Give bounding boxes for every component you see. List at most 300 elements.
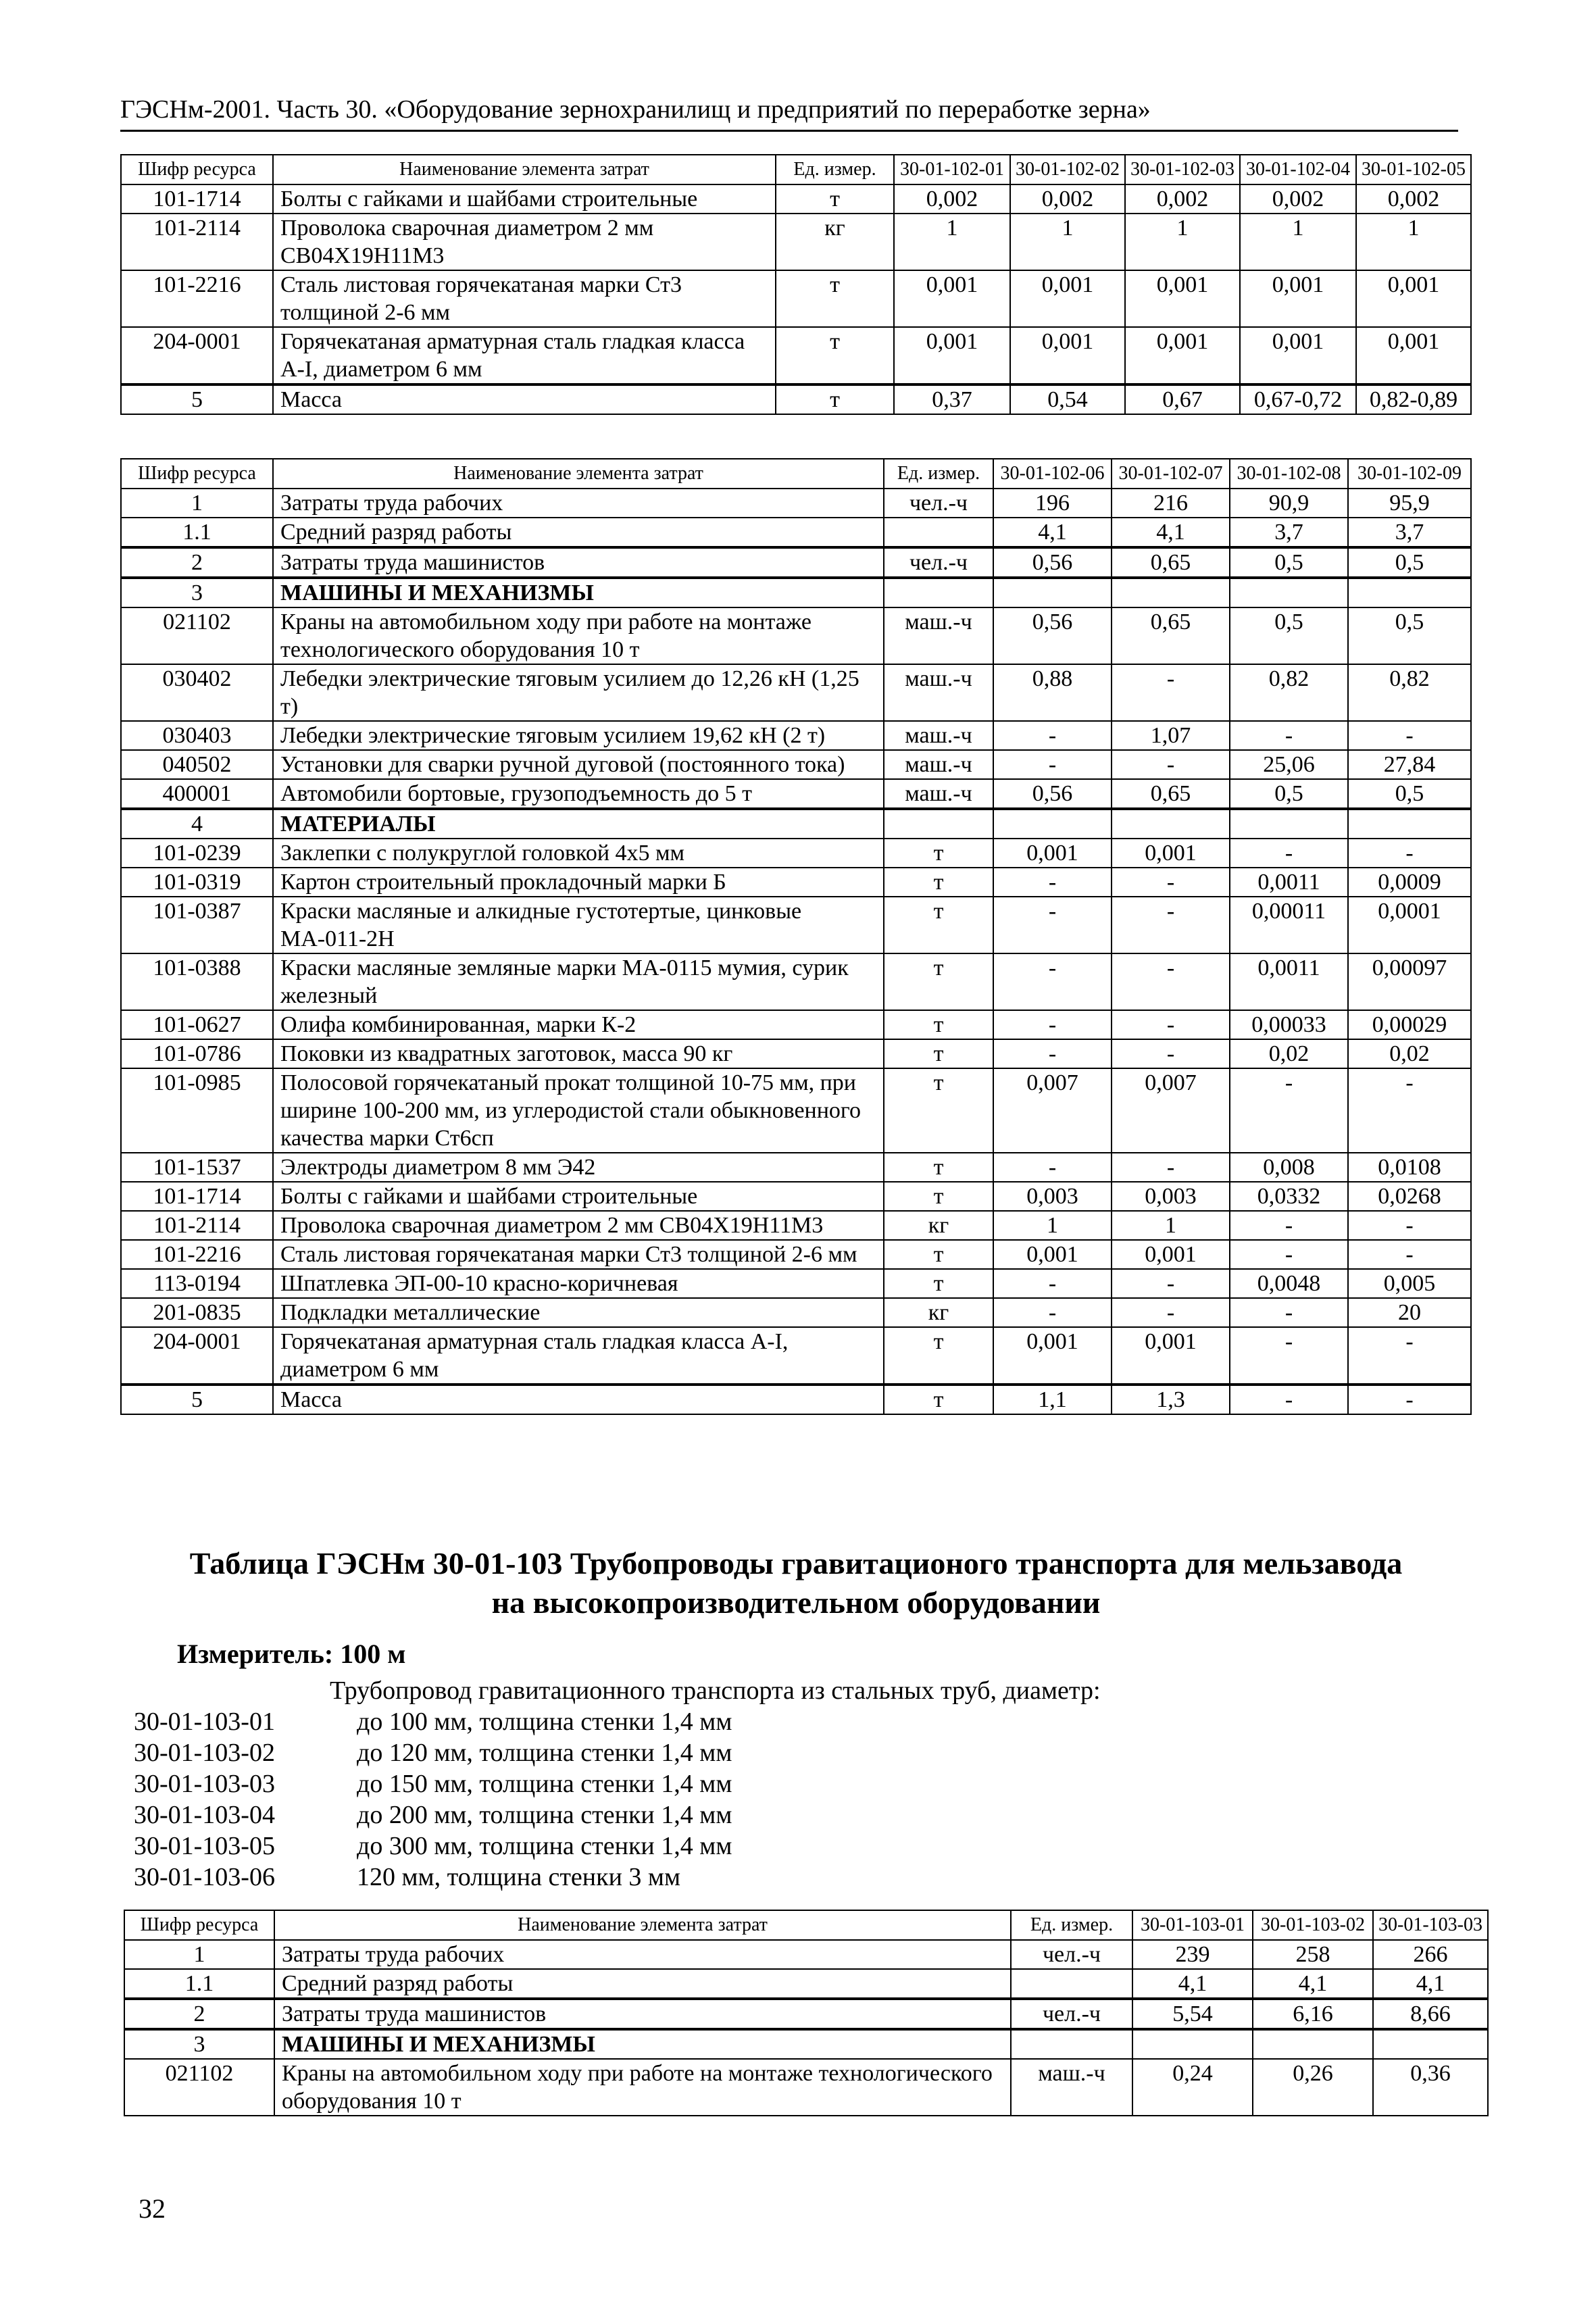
table-row (121, 839, 1471, 868)
cell-unit: т (884, 1385, 993, 1414)
cell-unit: т (776, 184, 894, 214)
cell-code: 113-0194 (121, 1269, 273, 1298)
cell-value: 4,1 (1253, 1969, 1373, 1999)
table-row (121, 750, 1471, 779)
cell-value: 1,3 (1112, 1385, 1230, 1414)
variant-row (134, 1737, 732, 1768)
header-col: 30-01-103-03 (1373, 1910, 1488, 1940)
cell-code: 204-0001 (121, 1327, 273, 1385)
cell-value: 0,002 (1356, 184, 1471, 214)
cell-code: 101-1537 (121, 1153, 273, 1182)
table-row (121, 1327, 1471, 1385)
cell-name: Горячекатаная арматурная сталь гладкая класса А-I, диаметром 6 мм (273, 1327, 884, 1385)
cell-value: - (1230, 1068, 1348, 1153)
cell-value: 0,001 (1125, 270, 1240, 327)
cell-unit: кг (884, 1298, 993, 1327)
cell-code: 030402 (121, 664, 273, 721)
table-row (121, 868, 1471, 897)
cell-value: - (1230, 1385, 1348, 1414)
table-row (121, 1010, 1471, 1039)
cell-value: 0,002 (894, 184, 1010, 214)
cell-name: Проволока сварочная диаметром 2 мм СВ04Х19Н11М3 (273, 214, 776, 270)
cell-unit: кг (776, 214, 894, 270)
section-description: Трубопровод гравитационного транспорта из стальных труб, диаметр: (330, 1676, 1101, 1705)
cell-unit: т (884, 1269, 993, 1298)
table-header-row (124, 1910, 1488, 1940)
cell-value: 0,02 (1348, 1039, 1471, 1068)
variant-code: 30-01-103-02 (134, 1739, 275, 1767)
header-col: 30-01-102-03 (1125, 155, 1240, 184)
cell-value: - (1112, 1039, 1230, 1068)
cell-code: 1.1 (121, 518, 273, 547)
table-header-row (121, 155, 1471, 184)
cell-value: - (1112, 1298, 1230, 1327)
cell-value: - (1230, 1298, 1348, 1327)
variant-code: 30-01-103-03 (134, 1770, 275, 1798)
table-row (121, 270, 1471, 327)
variant-row (134, 1799, 732, 1831)
cell-value: 0,00029 (1348, 1010, 1471, 1039)
cell-value: - (1230, 1327, 1348, 1385)
cell-name: Поковки из квадратных заготовок, масса 90 кг (273, 1039, 884, 1068)
cell-unit: кг (884, 1211, 993, 1240)
header-col: 30-01-103-01 (1132, 1910, 1253, 1940)
cell-value: - (1112, 664, 1230, 721)
cell-value (1112, 578, 1230, 607)
header-unit: Ед. измер. (884, 459, 993, 489)
cell-value: - (1112, 1153, 1230, 1182)
header-col: 30-01-102-04 (1240, 155, 1356, 184)
cell-value (1348, 578, 1471, 607)
cell-value: 0,00011 (1230, 897, 1348, 953)
cell-value: - (1230, 839, 1348, 868)
cell-name: Олифа комбинированная, марки К-2 (273, 1010, 884, 1039)
cell-value: 1,07 (1112, 721, 1230, 750)
variant-row (134, 1706, 732, 1737)
cell-value: 0,56 (993, 779, 1112, 809)
cell-name: Масса (273, 384, 776, 414)
cell-code: 101-2216 (121, 270, 273, 327)
cell-value (993, 809, 1112, 839)
cell-name: Краски масляные и алкидные густотертые, цинковые МА-011-2Н (273, 897, 884, 953)
cell-unit: чел.-ч (884, 489, 993, 518)
cell-value: 27,84 (1348, 750, 1471, 779)
cell-name: Масса (273, 1385, 884, 1414)
table-row (121, 1211, 1471, 1240)
cell-value: 0,007 (1112, 1068, 1230, 1153)
table-row (121, 214, 1471, 270)
cell-code: 400001 (121, 779, 273, 809)
table-row (121, 1269, 1471, 1298)
cell-value: 0,65 (1112, 607, 1230, 664)
cell-name: Сталь листовая горячекатаная марки Ст3 толщиной 2-6 мм (273, 1240, 884, 1269)
table-row (121, 384, 1471, 414)
cell-value: 4,1 (1373, 1969, 1488, 1999)
cell-name: Краны на автомобильном ходу при работе на монтаже технологического оборудования 10 т (274, 2059, 1011, 2116)
cell-value: 0,82-0,89 (1356, 384, 1471, 414)
table-row (124, 1969, 1488, 1999)
cell-unit: т (884, 1153, 993, 1182)
cell-value: 0,001 (1010, 327, 1125, 384)
cell-value: 1 (1356, 214, 1471, 270)
cell-value: 266 (1373, 1940, 1488, 1969)
cell-value: 0,00033 (1230, 1010, 1348, 1039)
meter-label: Измеритель: 100 м (177, 1639, 406, 1669)
cell-value: 0,67-0,72 (1240, 384, 1356, 414)
cell-value: 0,0268 (1348, 1182, 1471, 1211)
cell-value: 0,5 (1230, 547, 1348, 578)
cell-value: 0,56 (993, 607, 1112, 664)
cell-value: 0,5 (1348, 547, 1471, 578)
cell-value: - (1230, 721, 1348, 750)
cell-code: 2 (121, 547, 273, 578)
cell-value: 0,001 (1240, 327, 1356, 384)
cell-unit: т (884, 1182, 993, 1211)
cell-value: 1 (1125, 214, 1240, 270)
cell-value: 0,5 (1348, 779, 1471, 809)
cell-code: 204-0001 (121, 327, 273, 384)
cell-value: 0,007 (993, 1068, 1112, 1153)
cell-code: 101-1714 (121, 184, 273, 214)
cell-value: 258 (1253, 1940, 1373, 1969)
cell-value (1132, 2029, 1253, 2059)
variant-code: 30-01-103-05 (134, 1832, 275, 1860)
cell-unit: т (884, 1327, 993, 1385)
table-row (121, 953, 1471, 1010)
cell-value: 0,001 (1010, 270, 1125, 327)
table-row (121, 607, 1471, 664)
cell-value: - (1230, 1240, 1348, 1269)
header-col: 30-01-102-05 (1356, 155, 1471, 184)
cell-value: 0,56 (993, 547, 1112, 578)
cell-value: - (993, 897, 1112, 953)
cell-value: - (993, 1298, 1112, 1327)
resource-table-102-01-05 (120, 154, 1472, 415)
cell-unit: т (776, 327, 894, 384)
variant-text: до 100 мм, толщина стенки 1,4 мм (357, 1708, 732, 1736)
cell-code: 101-0388 (121, 953, 273, 1010)
cell-name: Проволока сварочная диаметром 2 мм СВ04Х19Н11М3 (273, 1211, 884, 1240)
cell-value: 95,9 (1348, 489, 1471, 518)
cell-value: 0,0009 (1348, 868, 1471, 897)
cell-unit: маш.-ч (884, 750, 993, 779)
cell-value: 0,0332 (1230, 1182, 1348, 1211)
header-col: 30-01-102-01 (894, 155, 1010, 184)
cell-code: 101-0786 (121, 1039, 273, 1068)
cell-value: 239 (1132, 1940, 1253, 1969)
cell-unit (884, 518, 993, 547)
cell-name: Средний разряд работы (274, 1969, 1011, 1999)
cell-unit: маш.-ч (884, 664, 993, 721)
header-col: 30-01-102-07 (1112, 459, 1230, 489)
header-unit: Ед. измер. (776, 155, 894, 184)
cell-value: 0,54 (1010, 384, 1125, 414)
cell-value: 0,82 (1348, 664, 1471, 721)
cell-code: 2 (124, 1999, 274, 2029)
cell-value: 0,88 (993, 664, 1112, 721)
cell-value (1373, 2029, 1488, 2059)
cell-unit: т (884, 897, 993, 953)
cell-value: 0,65 (1112, 779, 1230, 809)
cell-code: 021102 (124, 2059, 274, 2116)
cell-code: 201-0835 (121, 1298, 273, 1327)
cell-value: 3,7 (1348, 518, 1471, 547)
table-row (121, 578, 1471, 607)
variant-text: 120 мм, толщина стенки 3 мм (357, 1863, 681, 1891)
cell-name: Горячекатаная арматурная сталь гладкая класса А-I, диаметром 6 мм (273, 327, 776, 384)
cell-value (1230, 809, 1348, 839)
cell-unit: маш.-ч (884, 779, 993, 809)
cell-value: - (1112, 750, 1230, 779)
cell-code: 1.1 (124, 1969, 274, 1999)
table-row (121, 809, 1471, 839)
cell-value: 1 (993, 1211, 1112, 1240)
cell-name: МАТЕРИАЛЫ (273, 809, 884, 839)
cell-name: Затраты труда машинистов (274, 1999, 1011, 2029)
section-title-line1: Таблица ГЭСНм 30-01-103 Трубопроводы гравитационого транспорта для мельзавода (189, 1546, 1403, 1580)
section-title (120, 1544, 1472, 1622)
cell-value: 0,001 (993, 1327, 1112, 1385)
cell-value: 0,0108 (1348, 1153, 1471, 1182)
variant-code: 30-01-103-01 (134, 1708, 275, 1736)
cell-value: 0,02 (1230, 1039, 1348, 1068)
cell-code: 1 (121, 489, 273, 518)
table-row (124, 1940, 1488, 1969)
cell-value (993, 578, 1112, 607)
cell-value: 4,1 (1132, 1969, 1253, 1999)
cell-value: 0,5 (1230, 779, 1348, 809)
cell-name: Заклепки с полукруглой головкой 4х5 мм (273, 839, 884, 868)
cell-value: - (993, 1039, 1112, 1068)
cell-value: - (1348, 1327, 1471, 1385)
cell-value (1230, 578, 1348, 607)
header-unit: Ед. измер. (1011, 1910, 1132, 1940)
cell-value: 90,9 (1230, 489, 1348, 518)
cell-value: 1 (894, 214, 1010, 270)
header-code: Шифр ресурса (124, 1910, 274, 1940)
table-row (121, 721, 1471, 750)
cell-value: - (1348, 721, 1471, 750)
cell-value: - (1112, 953, 1230, 1010)
table-row (121, 489, 1471, 518)
cell-value: 0,001 (1356, 270, 1471, 327)
cell-name: МАШИНЫ И МЕХАНИЗМЫ (274, 2029, 1011, 2059)
header-code: Шифр ресурса (121, 459, 273, 489)
cell-value: 5,54 (1132, 1999, 1253, 2029)
header-col: 30-01-102-02 (1010, 155, 1125, 184)
header-name: Наименование элемента затрат (273, 459, 884, 489)
cell-code: 040502 (121, 750, 273, 779)
cell-value: 0,001 (894, 270, 1010, 327)
cell-name: Средний разряд работы (273, 518, 884, 547)
cell-code: 101-2114 (121, 214, 273, 270)
cell-unit: т (884, 1039, 993, 1068)
table-header-row (121, 459, 1471, 489)
cell-unit (1011, 1969, 1132, 1999)
cell-code: 101-0239 (121, 839, 273, 868)
cell-value: 0,5 (1348, 607, 1471, 664)
resource-table-102-06-09 (120, 458, 1472, 1415)
cell-value: 0,001 (1112, 1240, 1230, 1269)
cell-code: 1 (124, 1940, 274, 1969)
cell-code: 4 (121, 809, 273, 839)
cell-name: Затраты труда машинистов (273, 547, 884, 578)
cell-value: 216 (1112, 489, 1230, 518)
cell-value: - (1112, 897, 1230, 953)
cell-value: 0,0048 (1230, 1269, 1348, 1298)
cell-value: 0,001 (1240, 270, 1356, 327)
cell-unit: чел.-ч (1011, 1999, 1132, 2029)
cell-name: Автомобили бортовые, грузоподъемность до 5 т (273, 779, 884, 809)
cell-value: 1 (1240, 214, 1356, 270)
cell-name: Краски масляные земляные марки МА-0115 мумия, сурик железный (273, 953, 884, 1010)
cell-unit: т (884, 1240, 993, 1269)
cell-value: 1 (1112, 1211, 1230, 1240)
cell-value: 0,65 (1112, 547, 1230, 578)
cell-value: 0,36 (1373, 2059, 1488, 2116)
cell-value: - (993, 1269, 1112, 1298)
cell-code: 101-2114 (121, 1211, 273, 1240)
cell-value: - (993, 868, 1112, 897)
cell-unit: т (776, 384, 894, 414)
page-number: 32 (139, 2193, 166, 2224)
cell-unit: маш.-ч (884, 721, 993, 750)
table-row (124, 1999, 1488, 2029)
variant-row (134, 1768, 732, 1799)
header-col: 30-01-103-02 (1253, 1910, 1373, 1940)
cell-code: 5 (121, 1385, 273, 1414)
section-title-line2: на высокопроизводительном оборудовании (491, 1585, 1101, 1620)
cell-name: Подкладки металлические (273, 1298, 884, 1327)
cell-value: 0,001 (993, 1240, 1112, 1269)
table-row (121, 184, 1471, 214)
cell-value: 0,0011 (1230, 953, 1348, 1010)
cell-code: 101-0387 (121, 897, 273, 953)
table-row (121, 1182, 1471, 1211)
cell-value: - (1230, 1211, 1348, 1240)
cell-value (1253, 2029, 1373, 2059)
cell-value (1348, 809, 1471, 839)
cell-value: 0,82 (1230, 664, 1348, 721)
cell-code: 101-0627 (121, 1010, 273, 1039)
header-name: Наименование элемента затрат (274, 1910, 1011, 1940)
header-col: 30-01-102-08 (1230, 459, 1348, 489)
variant-code: 30-01-103-04 (134, 1801, 275, 1829)
cell-value: 1,1 (993, 1385, 1112, 1414)
cell-code: 021102 (121, 607, 273, 664)
cell-value: 0,001 (993, 839, 1112, 868)
cell-value: 6,16 (1253, 1999, 1373, 2029)
variant-text: до 150 мм, толщина стенки 1,4 мм (357, 1770, 732, 1798)
table-row (121, 664, 1471, 721)
cell-value: 4,1 (993, 518, 1112, 547)
cell-value: - (993, 1010, 1112, 1039)
cell-value: 0,002 (1240, 184, 1356, 214)
cell-unit: т (884, 868, 993, 897)
header-code: Шифр ресурса (121, 155, 273, 184)
cell-name: Болты с гайками и шайбами строительные (273, 1182, 884, 1211)
cell-unit: т (776, 270, 894, 327)
cell-value: - (1112, 1269, 1230, 1298)
table-row (121, 779, 1471, 809)
cell-name: Сталь листовая горячекатаная марки Ст3 толщиной 2-6 мм (273, 270, 776, 327)
cell-name: Картон строительный прокладочный марки Б (273, 868, 884, 897)
table-row (121, 1039, 1471, 1068)
cell-value: - (1348, 1240, 1471, 1269)
cell-unit: т (884, 839, 993, 868)
cell-unit: чел.-ч (884, 547, 993, 578)
cell-value: 1 (1010, 214, 1125, 270)
header-col: 30-01-102-06 (993, 459, 1112, 489)
cell-code: 5 (121, 384, 273, 414)
cell-value: - (993, 953, 1112, 1010)
cell-name: Шпатлевка ЭП-00-10 красно-коричневая (273, 1269, 884, 1298)
cell-value: - (1112, 868, 1230, 897)
cell-value: 196 (993, 489, 1112, 518)
resource-table-103-01-03 (124, 1910, 1489, 2116)
cell-value: 4,1 (1112, 518, 1230, 547)
cell-value: 0,001 (1112, 839, 1230, 868)
cell-code: 101-1714 (121, 1182, 273, 1211)
cell-unit: т (884, 1010, 993, 1039)
table-row (121, 1068, 1471, 1153)
cell-value (1112, 809, 1230, 839)
cell-value: 0,26 (1253, 2059, 1373, 2116)
cell-value: 0,001 (1356, 327, 1471, 384)
table-row (121, 518, 1471, 547)
header-name: Наименование элемента затрат (273, 155, 776, 184)
header-col: 30-01-102-09 (1348, 459, 1471, 489)
page-header: ГЭСНм-2001. Часть 30. «Оборудование зернохранилищ и предприятий по переработке зерна» (120, 95, 1458, 132)
table-row (121, 1153, 1471, 1182)
cell-unit: маш.-ч (884, 607, 993, 664)
variant-text: до 300 мм, толщина стенки 1,4 мм (357, 1832, 732, 1860)
cell-name: Затраты труда рабочих (273, 489, 884, 518)
variant-row (134, 1862, 732, 1893)
cell-value: 0,002 (1125, 184, 1240, 214)
cell-value: 0,002 (1010, 184, 1125, 214)
cell-value: - (1348, 1211, 1471, 1240)
cell-value: - (1348, 839, 1471, 868)
cell-value: 3,7 (1230, 518, 1348, 547)
cell-code: 101-2216 (121, 1240, 273, 1269)
variant-text: до 120 мм, толщина стенки 1,4 мм (357, 1739, 732, 1767)
cell-name: Электроды диаметром 8 мм Э42 (273, 1153, 884, 1182)
cell-name: Болты с гайками и шайбами строительные (273, 184, 776, 214)
cell-code: 3 (124, 2029, 274, 2059)
cell-value: 0,37 (894, 384, 1010, 414)
cell-code: 3 (121, 578, 273, 607)
cell-value: 0,003 (993, 1182, 1112, 1211)
table-row (121, 897, 1471, 953)
variant-text: до 200 мм, толщина стенки 1,4 мм (357, 1801, 732, 1829)
cell-value: 0,001 (1125, 327, 1240, 384)
table-row (121, 1385, 1471, 1414)
cell-value: 0,5 (1230, 607, 1348, 664)
cell-unit: чел.-ч (1011, 1940, 1132, 1969)
cell-value: - (993, 1153, 1112, 1182)
cell-name: Лебедки электрические тяговым усилием до 12,26 кН (1,25 т) (273, 664, 884, 721)
cell-value: 0,001 (894, 327, 1010, 384)
cell-name: Лебедки электрические тяговым усилием 19,62 кН (2 т) (273, 721, 884, 750)
cell-unit: т (884, 1068, 993, 1153)
variant-list (134, 1706, 732, 1893)
cell-name: Полосовой горячекатаный прокат толщиной 10-75 мм, при ширине 100-200 мм, из углеродистой стали обыкновенного качества марки Ст6сп (273, 1068, 884, 1153)
cell-name: Затраты труда рабочих (274, 1940, 1011, 1969)
cell-value: 0,0001 (1348, 897, 1471, 953)
table-row (121, 547, 1471, 578)
cell-unit (884, 578, 993, 607)
